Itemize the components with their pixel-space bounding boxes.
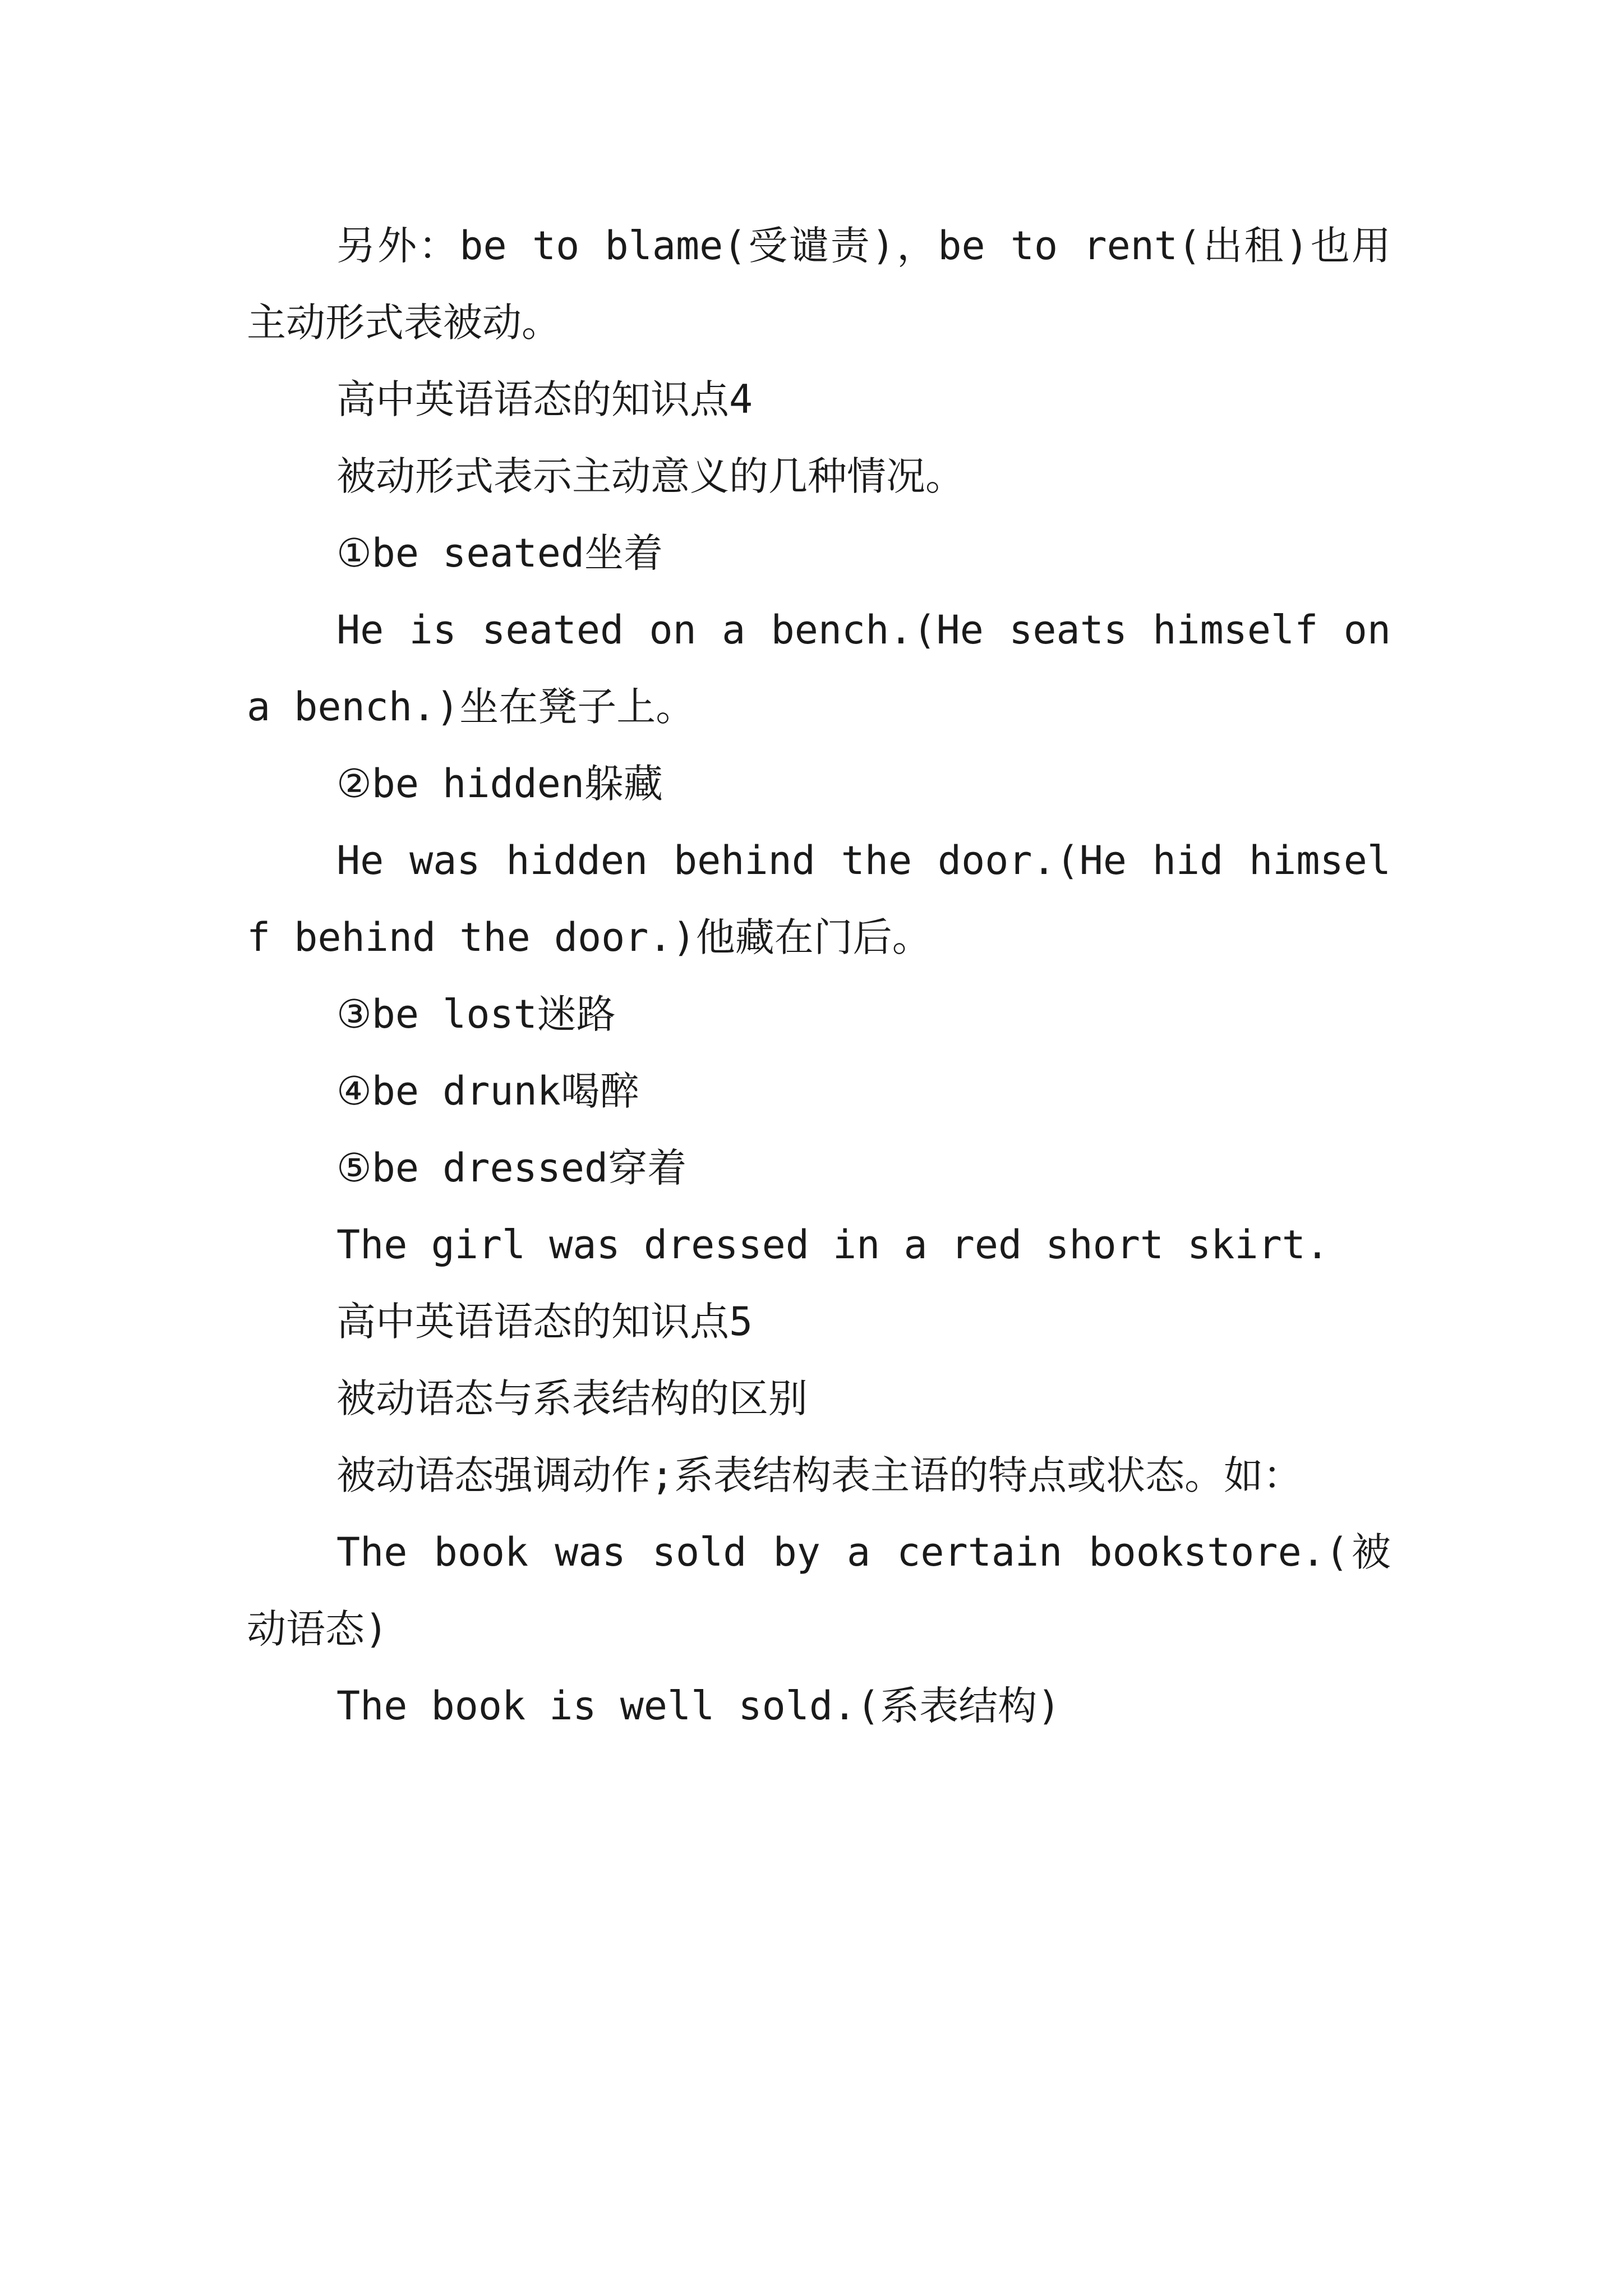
paragraph-difference-title: 被动语态与系表结构的区别 — [336, 1375, 808, 1421]
example-passive-voice: The book was sold by a certain bookstore.(被动语态) — [247, 1529, 1391, 1652]
paragraph-intro: 被动形式表示主动意义的几种情况。 — [336, 453, 965, 499]
paragraph-difference-explanation: 被动语态强调动作;系表结构表主语的特点或状态。如： — [336, 1452, 1303, 1498]
list-item-drunk: ④be drunk喝醉 — [336, 1068, 639, 1114]
list-item-lost: ③be lost迷路 — [336, 991, 616, 1037]
section-heading-5: 高中英语语态的知识点5 — [336, 1299, 753, 1345]
list-item-seated: ①be seated坐着 — [336, 530, 663, 576]
list-item-dressed: ⑤be dressed穿着 — [336, 1145, 687, 1191]
list-item-hidden: ②be hidden躲藏 — [336, 761, 663, 807]
section-heading-4: 高中英语语态的知识点4 — [336, 376, 753, 422]
paragraph-passive-note: 另外：be to blame(受谴责)，be to rent(出租)也用主动形式表被动。 — [247, 223, 1391, 346]
example-hidden: He was hidden behind the door.(He hid himself behind the door.)他藏在门后。 — [247, 838, 1391, 960]
document-body — [247, 208, 1391, 1745]
example-dressed: The girl was dressed in a red short skirt. — [336, 1222, 1330, 1268]
example-linking-structure: The book is well sold.(系表结构) — [336, 1683, 1061, 1729]
example-seated: He is seated on a bench.(He seats himself on a bench.)坐在凳子上。 — [247, 607, 1391, 730]
